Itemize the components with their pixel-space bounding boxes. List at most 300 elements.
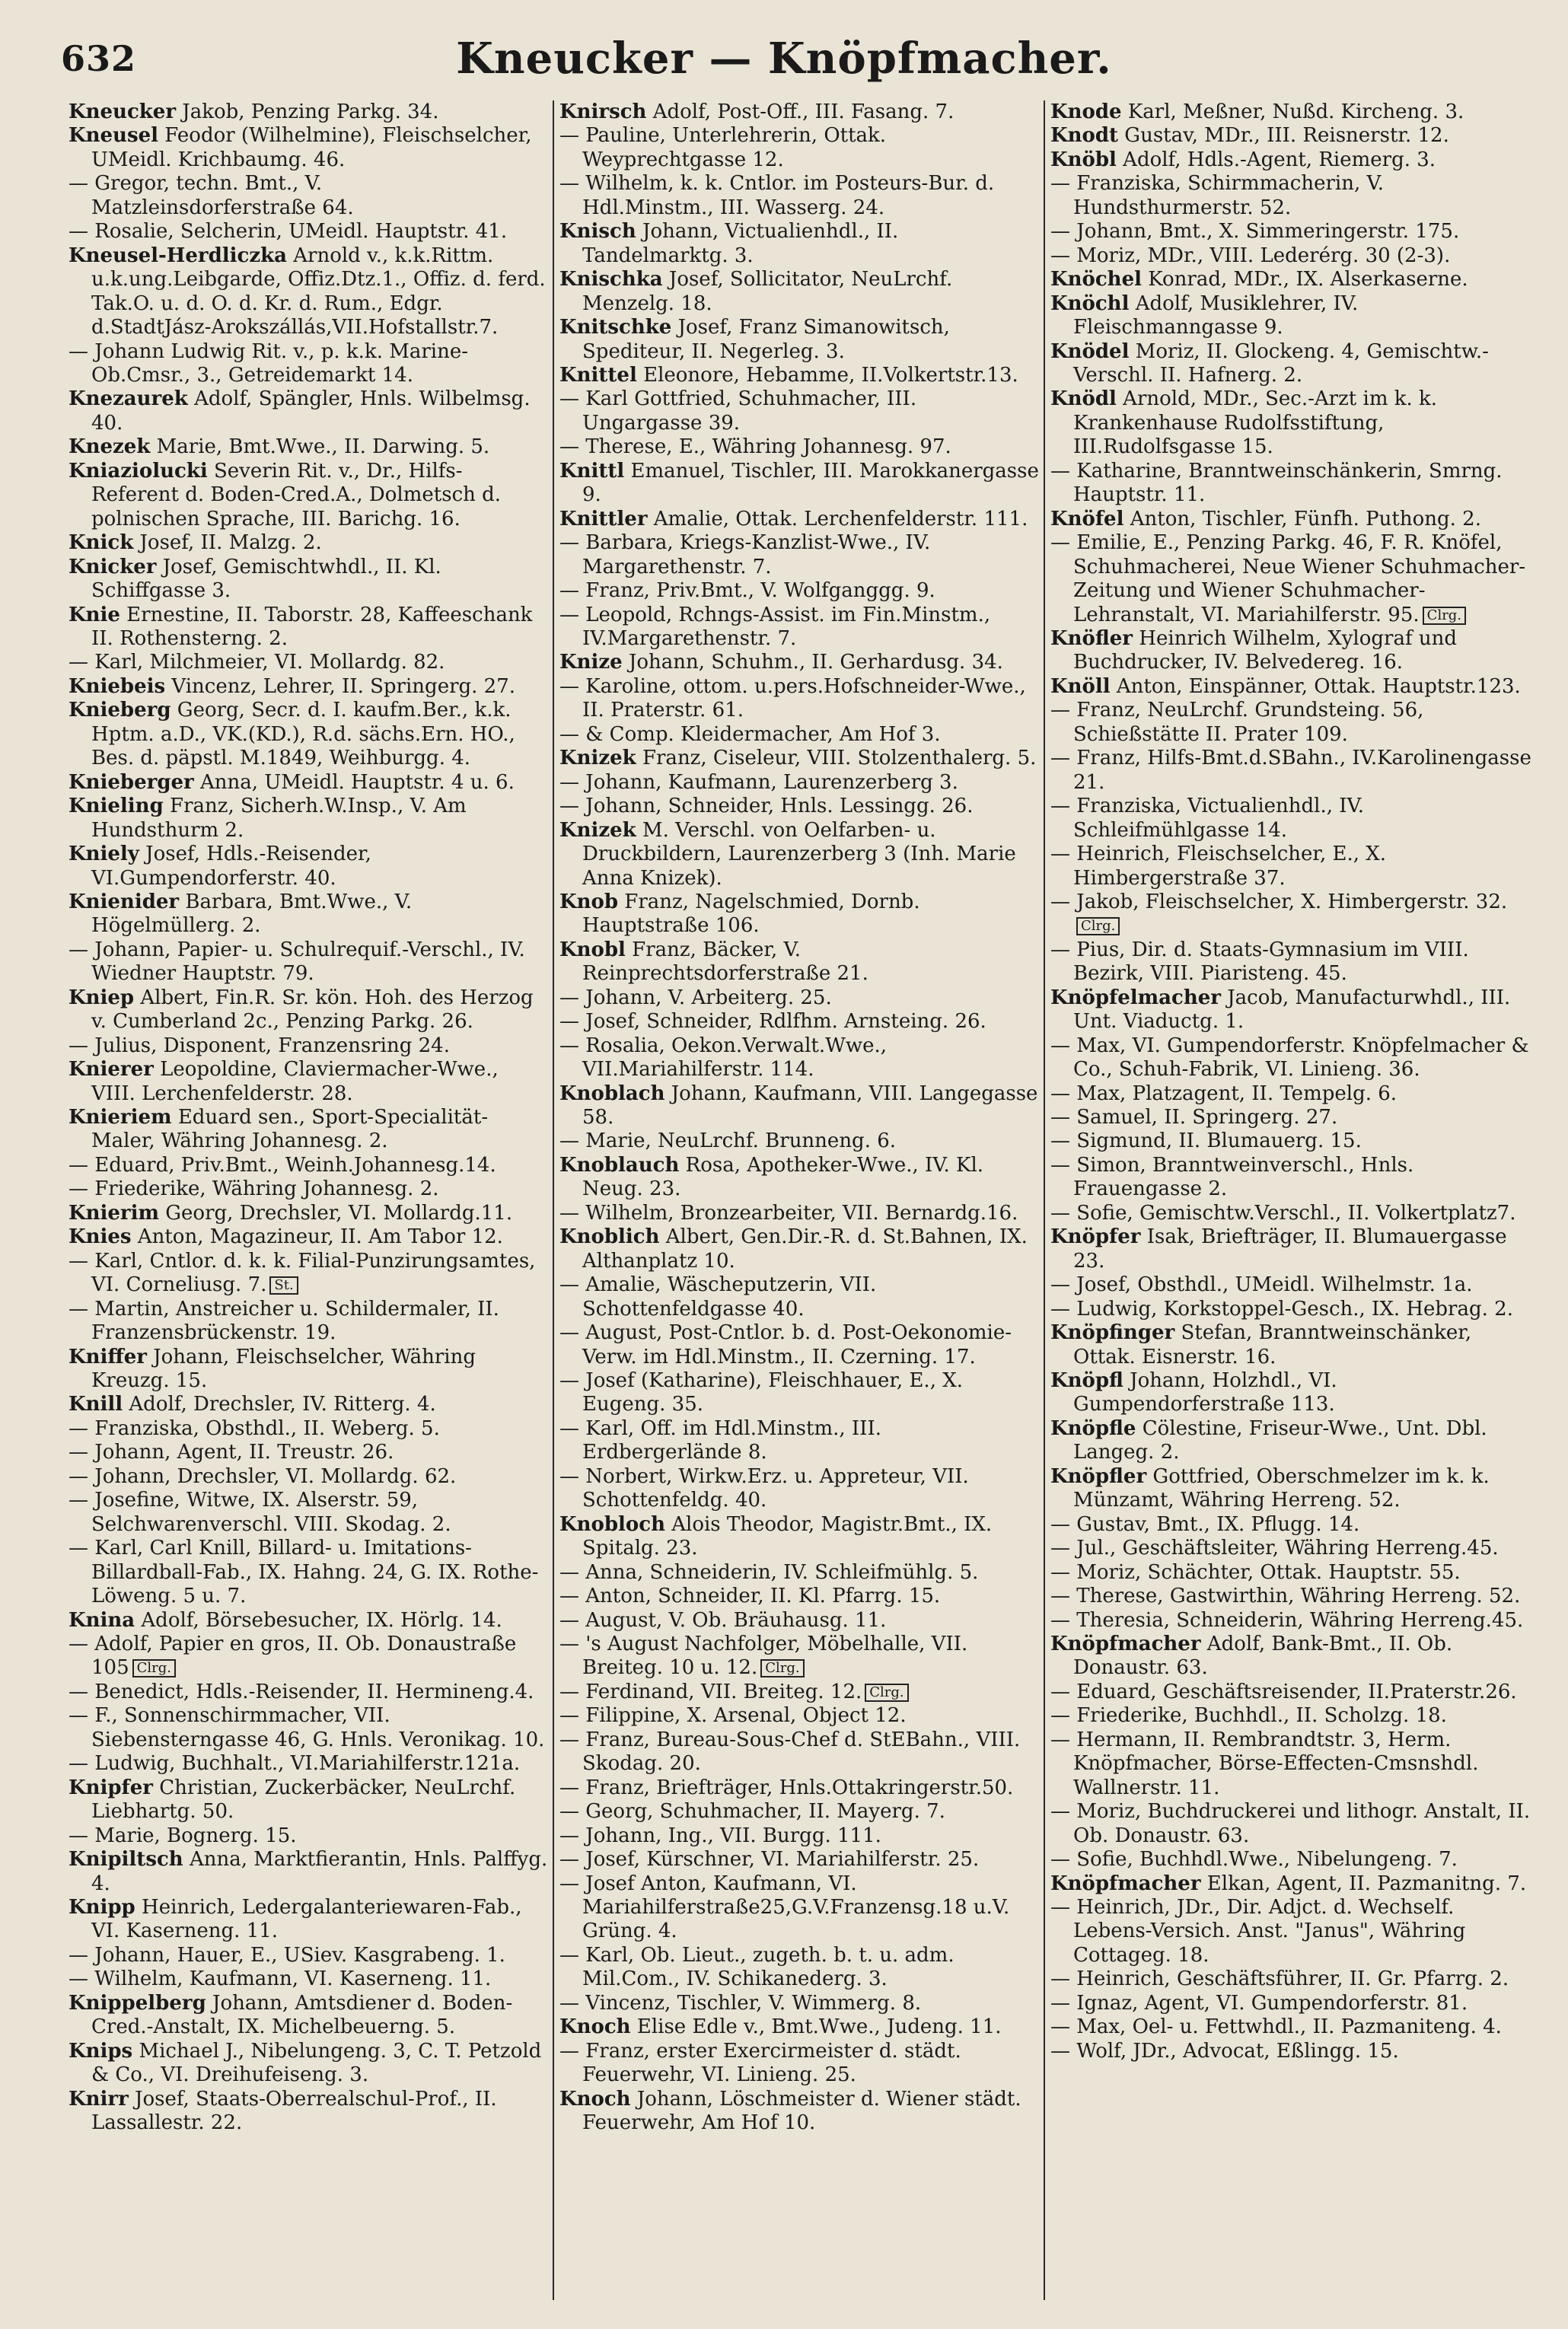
directory-entry	[69, 1177, 548, 1201]
directory-entry	[1050, 1800, 1538, 1848]
directory-entry	[1050, 387, 1538, 459]
directory-entry	[69, 1944, 548, 1967]
entry-surname: Knöchel	[1050, 268, 1142, 292]
directory-entry	[69, 244, 548, 340]
entry-details: — Gustav, Bmt., IX. Pflugg. 14.	[1050, 1512, 1360, 1536]
entry-surname: Knirsch	[559, 100, 647, 123]
directory-entry	[1050, 1225, 1538, 1273]
entry-details: Rosa, Apotheker-Wwe., IV. Kl. Neug. 23.	[582, 1153, 984, 1201]
directory-entry	[559, 364, 1039, 387]
entry-details: Johann, Schuhm., II. Gerhardusg. 34.	[622, 651, 1003, 674]
entry-details: Vincenz, Lehrer, II. Springerg. 27.	[165, 674, 516, 698]
directory-entry	[1050, 1298, 1538, 1321]
column-2	[559, 100, 1039, 2300]
entry-surname: Knoblach	[559, 1082, 665, 1105]
entry-details: — Wilhelm, k. k. Cntlor. im Posteurs-Bur. d. Hdl.Minstm., III. Wasserg. 24.	[559, 172, 995, 219]
entry-details: — Franziska, Schirmmacherin, V. Hundsthurmerstr. 52.	[1050, 172, 1385, 219]
entry-surname: Knoch	[559, 2015, 631, 2039]
directory-entry	[69, 460, 548, 531]
entry-details: Eduard sen., Sport-Specialität-Maler, Währing Johannesg. 2.	[91, 1106, 489, 1153]
entry-details: — Max, VI. Gumpendorferstr. Knöpfelmacher & Co., Schuh-Fabrik, VI. Linieng. 36.	[1050, 1034, 1529, 1082]
directory-entry	[1050, 627, 1538, 675]
entry-surname: Knoblich	[559, 1225, 660, 1249]
directory-entry	[1050, 890, 1538, 938]
entry-details: — Josef (Katharine), Fleischhauer, E., X. Eugeng. 35.	[559, 1369, 964, 1416]
entry-details: Konrad, MDr., IX. Alserkaserne.	[1142, 268, 1468, 292]
entry-details: — Franziska, Obsthdl., II. Weberg. 5.	[69, 1416, 440, 1440]
entry-details: — Ignaz, Agent, VI. Gumpendorferstr. 81.	[1050, 1991, 1468, 2015]
entry-details: — Franz, NeuLrchf. Grundsteing. 56, Schießstätte II. Prater 109.	[1050, 699, 1424, 746]
entry-details: — Rosalie, Selcherin, UMeidl. Hauptstr. 41.	[69, 220, 508, 244]
entry-details: — Franz, Priv.Bmt., V. Wolfganggg. 9.	[559, 579, 935, 603]
entry-details: — Filippine, X. Arsenal, Object 12.	[559, 1704, 907, 1728]
entry-details: — & Comp. Kleidermacher, Am Hof 3.	[559, 722, 941, 746]
directory-entry	[1050, 1872, 1538, 1896]
entry-details: — Josefine, Witwe, IX. Alserstr. 59, Selchwarenverschl. VIII. Skodag. 2.	[69, 1489, 451, 1536]
column-divider	[553, 100, 554, 2300]
directory-entry	[69, 1489, 548, 1537]
directory-entry	[559, 2015, 1039, 2039]
entry-details: Josef, Gemischtwhdl., II. Kl. Schiffgasse 3.	[91, 555, 441, 603]
entry-details: Arnold v., k.k.Rittm. u.k.ung.Leibgarde, Offiz.Dtz.1., Offiz. d. ferd. Tak.O. u. d. O. d. Kr. d. Rum., Edgr. d.StadtJász-Arokszállás,VII.Hofstallstr.7.	[91, 244, 546, 339]
entry-details: — Anna, Schneiderin, IV. Schleifmühlg. 5.	[559, 1560, 979, 1584]
directory-entry	[69, 1896, 548, 1944]
directory-entry	[69, 938, 548, 986]
entry-surname: Knöpfmacher	[1050, 1633, 1201, 1655]
directory-entry	[559, 986, 1039, 1010]
directory-entry	[1050, 1728, 1538, 1800]
entry-details: Moriz, II. Glockeng. 4, Gemischtw.-Verschl. II. Hafnerg. 2.	[1073, 339, 1489, 387]
directory-entry	[559, 1872, 1039, 1944]
entry-details: — Johann Ludwig Rit. v., p. k.k. Marine-Ob.Cmsr., 3., Getreidemarkt 14.	[69, 339, 469, 387]
entry-surname: Knitschke	[559, 316, 672, 339]
directory-entry	[69, 1992, 548, 2040]
directory-entry	[1050, 148, 1538, 172]
entry-details: — Johann, Papier- u. Schulrequif.-Verschl., IV. Wiedner Hauptstr. 79.	[69, 938, 525, 986]
directory-entry	[69, 1633, 548, 1681]
directory-entry	[559, 1154, 1039, 1202]
entry-surname: Knoch	[559, 2087, 631, 2111]
entry-surname: Knöpfle	[1050, 1416, 1136, 1440]
directory-entry	[1050, 1202, 1538, 1225]
directory-entry	[559, 1082, 1039, 1130]
directory-entry	[1050, 1585, 1538, 1608]
directory-entry	[69, 1298, 548, 1346]
entry-surname: Knicker	[69, 555, 157, 578]
directory-entry	[69, 1106, 548, 1154]
directory-entry	[559, 268, 1039, 316]
entry-surname: Kniep	[69, 986, 135, 1009]
entry-details: — Hermann, II. Rembrandtstr. 3, Herm. Knöpfmacher, Börse-Effecten-Cmsnshdl. Wallnerstr. 11.	[1050, 1728, 1479, 1799]
entry-details: Alois Theodor, Magistr.Bmt., IX. Spitalg. 23.	[582, 1512, 993, 1560]
directory-entry	[559, 747, 1039, 770]
entry-details: Amalie, Ottak. Lerchenfelderstr. 111.	[647, 507, 1028, 530]
entry-surname: Knöpfler	[1050, 1464, 1147, 1488]
directory-entry	[1050, 220, 1538, 244]
directory-entry	[1050, 460, 1538, 508]
entry-surname: Knoblauch	[559, 1153, 680, 1177]
directory-entry	[69, 1704, 548, 1752]
directory-entry	[559, 795, 1039, 818]
entry-surname: Knezek	[69, 435, 151, 459]
entry-details: Emanuel, Tischler, III. Marokkanergasse 9.	[582, 459, 1039, 507]
directory-entry	[69, 604, 548, 652]
entry-surname: Knittel	[559, 363, 637, 387]
entry-details: — Pauline, Unterlehrerin, Ottak. Weyprechtgasse 12.	[559, 124, 887, 171]
page-header	[0, 33, 1568, 94]
entry-surname: Knie	[69, 603, 120, 626]
entry-surname: Knippelberg	[69, 1991, 206, 2015]
entry-surname: Kneusel-Herdliczka	[69, 244, 287, 267]
directory-entry	[69, 556, 548, 604]
directory-entry	[69, 651, 548, 674]
entry-surname: Knöpfinger	[1050, 1321, 1175, 1345]
entry-details: — Amalie, Wäscheputzerin, VII. Schottenfeldgasse 40.	[559, 1273, 877, 1321]
entry-surname: Knieberg	[69, 699, 171, 722]
directory-entry	[69, 100, 548, 124]
entry-surname: Knöfel	[1050, 507, 1124, 530]
directory-entry	[1050, 1417, 1538, 1465]
directory-entry	[69, 172, 548, 220]
entry-details: Anna, UMeidl. Hauptstr. 4 u. 6.	[193, 770, 515, 794]
directory-entry	[559, 2088, 1039, 2136]
entry-details: — Georg, Schuhmacher, II. Mayerg. 7.	[559, 1800, 945, 1824]
entry-details: — Johann, Drechsler, VI. Mollardg. 62.	[69, 1464, 457, 1488]
directory-entry	[559, 1010, 1039, 1034]
entry-details: — Karl, Ob. Lieut., zugeth. b. t. u. adm. Mil.Com., IV. Schikanederg. 3.	[559, 1943, 955, 1991]
directory-entry	[1050, 531, 1538, 627]
directory-entry	[69, 675, 548, 699]
entry-details: — Johann, Kaufmann, Laurenzerberg 3.	[559, 770, 958, 794]
directory-entry	[69, 1776, 548, 1824]
entry-surname: Knirr	[69, 2087, 129, 2111]
directory-entry	[559, 508, 1039, 531]
entry-details: Johann, Fleischselcher, Währing Kreuzg. 15.	[91, 1345, 476, 1393]
directory-entry	[1050, 1465, 1538, 1513]
entry-details: Josef, Sollicitator, NeuLrchf. Menzelg. 18.	[582, 268, 953, 315]
entry-surname: Knierim	[69, 1201, 160, 1225]
entry-badge: Clrg.	[1076, 917, 1120, 935]
entry-surname: Knöpfer	[1050, 1225, 1141, 1249]
entry-surname: Knill	[69, 1393, 123, 1416]
entry-details: — Johann, Ing., VII. Burgg. 111.	[559, 1824, 881, 1847]
entry-details: Georg, Secr. d. I. kaufm.Ber., k.k. Hptm. a.D., VK.(KD.), R.d. sächs.Ern. HO., Bes. d. päpstl. M.1849, Weihburgg. 4.	[91, 699, 515, 770]
entry-surname: Knittler	[559, 507, 648, 530]
directory-entry	[1050, 1273, 1538, 1297]
directory-entry	[1050, 1513, 1538, 1537]
entry-details: — August, Post-Cntlor. b. d. Post-Oekonomie-Verw. im Hdl.Minstm., II. Czerning. 17.	[559, 1321, 1012, 1368]
directory-entry	[559, 604, 1039, 652]
entry-details: — 's August Nachfolger, Möbelhalle, VII. Breiteg. 10 u. 12.	[559, 1633, 968, 1680]
entry-details: — Wolf, JDr., Advocat, Eßlingg. 15.	[1050, 2039, 1399, 2063]
entry-details: — Johann, Hauer, E., USiev. Kasgrabeng. 1.	[69, 1943, 505, 1967]
directory-entry	[69, 531, 548, 555]
directory-entry	[559, 771, 1039, 795]
entry-details: — Wilhelm, Kaufmann, VI. Kaserneng. 11.	[69, 1967, 492, 1991]
directory-entry	[559, 1202, 1039, 1225]
directory-entry	[69, 435, 548, 459]
directory-entry	[1050, 1106, 1538, 1129]
entry-surname: Knisch	[559, 220, 636, 244]
entry-badge: Clrg.	[132, 1659, 176, 1677]
entry-surname: Knöbl	[1050, 148, 1117, 171]
entry-badge: Clrg.	[1423, 607, 1466, 625]
entry-details: Michael J., Nibelungeng. 3, C. T. Petzold & Co., VI. Dreihufeiseng. 3.	[91, 2039, 542, 2087]
entry-details: Leopoldine, Claviermacher-Wwe., VIII. Lerchenfelderstr. 28.	[91, 1058, 499, 1105]
directory-entry	[559, 1465, 1039, 1513]
directory-entry	[69, 124, 548, 172]
entry-surname: Knöll	[1050, 674, 1111, 698]
entry-details: Johann, Amtsdiener d. Boden-Cred.-Anstalt, IX. Michelbeuerng. 5.	[91, 1991, 513, 2039]
entry-details: Franz, Nagelschmied, Dornb. Hauptstraße 106.	[582, 890, 920, 938]
directory-entry	[1050, 1967, 1538, 1991]
entry-surname: Knittl	[559, 459, 625, 483]
directory-entry	[559, 435, 1039, 459]
entry-details: M. Verschl. von Oelfarben- u. Druckbildern, Laurenzerberg 3 (Inh. Marie Anna Knizek).	[582, 818, 1016, 890]
entry-details: — Josef, Obsthdl., UMeidl. Wilhelmstr. 1a.	[1050, 1273, 1473, 1297]
directory-entry	[559, 1609, 1039, 1633]
entry-details: — Franz, Hilfs-Bmt.d.SBahn., IV.Karolinengasse 21.	[1050, 747, 1531, 794]
entry-details: Josef, Franz Simanowitsch, Spediteur, II. Negerleg. 3.	[582, 316, 950, 363]
directory-entry	[1050, 1537, 1538, 1560]
directory-entry	[69, 1250, 548, 1298]
entry-details: — Moriz, MDr., VIII. Lederérg. 30 (2-3).	[1050, 244, 1451, 267]
entry-badge: Clrg.	[865, 1684, 908, 1702]
directory-entry	[1050, 986, 1538, 1034]
entry-details: Arnold, MDr., Sec.-Arzt im k. k. Krankenhause Rudolfsstiftung, III.Rudolfsgasse 15.	[1073, 387, 1438, 459]
entry-badge: St.	[269, 1276, 298, 1295]
entry-details: — Therese, Gastwirthin, Währing Herreng. 52.	[1050, 1585, 1521, 1608]
entry-details: Karl, Meßner, Nußd. Kircheng. 3.	[1121, 100, 1464, 123]
entry-details: — Leopold, Rchngs-Assist. im Fin.Minstm., IV.Margarethenstr. 7.	[559, 603, 991, 650]
directory-entry	[559, 1585, 1039, 1608]
directory-entry	[559, 1704, 1039, 1728]
directory-entry	[69, 1417, 548, 1441]
entry-details: Albert, Fin.R. Sr. kön. Hoh. des Herzog v. Cumberland 2c., Penzing Parkg. 26.	[91, 986, 534, 1034]
directory-entry	[559, 1417, 1039, 1465]
directory-entry	[1050, 1992, 1538, 2015]
entry-details: — Katharine, Branntweinschänkerin, Smrng. Hauptstr. 11.	[1050, 459, 1503, 507]
directory-entry	[1050, 1896, 1538, 1967]
column-3	[1050, 100, 1538, 2300]
column-divider	[1044, 100, 1045, 2300]
entry-details: — Friederike, Buchhdl., II. Scholzg. 18.	[1050, 1704, 1447, 1728]
entry-surname: Knieberger	[69, 770, 194, 794]
directory-entry	[1050, 340, 1538, 388]
entry-details: Elkan, Agent, II. Pazmanitng. 7.	[1200, 1872, 1527, 1895]
directory-entry	[69, 699, 548, 770]
entry-surname: Knödel	[1050, 339, 1130, 363]
entry-details: — Sigmund, II. Blumauerg. 15.	[1050, 1129, 1362, 1153]
entry-surname: Kneucker	[69, 100, 177, 123]
directory-entry	[69, 1848, 548, 1896]
entry-details: Isak, Briefträger, II. Blumauergasse 23.	[1073, 1225, 1507, 1273]
directory-entry	[1050, 1154, 1538, 1202]
directory-entry	[559, 1944, 1039, 1992]
directory-entry	[1050, 244, 1538, 268]
entry-details: — Jakob, Fleischselcher, X. Himbergerstr. 32.	[1050, 890, 1508, 913]
directory-entry	[69, 1752, 548, 1776]
entry-details: Cölestine, Friseur-Wwe., Unt. Dbl. Langeg. 2.	[1073, 1416, 1487, 1464]
directory-entry	[1050, 1369, 1538, 1417]
entry-details: — Johann, V. Arbeiterg. 25.	[559, 986, 832, 1009]
column-1	[69, 100, 548, 2300]
directory-entry	[559, 1776, 1039, 1800]
entry-details: — Anton, Schneider, II. Kl. Pfarrg. 15.	[559, 1585, 941, 1608]
entry-details: Marie, Bmt.Wwe., II. Darwing. 5.	[150, 435, 490, 459]
entry-surname: Kniely	[69, 843, 139, 866]
directory-entry	[559, 172, 1039, 220]
entry-details: — Theresia, Schneiderin, Währing Herreng.45.	[1050, 1608, 1524, 1632]
entry-surname: Knizek	[559, 747, 636, 770]
entry-details: Josef, Staats-Oberrealschul-Prof., II. Lassallestr. 22.	[91, 2087, 497, 2135]
entry-details: — Karoline, ottom. u.pers.Hofschneider-Wwe., II. Praterstr. 61.	[559, 674, 1026, 722]
entry-details: — Max, Oel- u. Fettwhdl., II. Pazmaniteng. 4.	[1050, 2015, 1502, 2039]
entry-surname: Knöpfl	[1050, 1369, 1123, 1393]
entry-details: Anna, Marktfierantin, Hnls. Palffyg. 4.	[91, 1848, 548, 1895]
entry-surname: Knöchl	[1050, 292, 1130, 315]
entry-surname: Knobloch	[559, 1512, 665, 1536]
directory-entry	[1050, 508, 1538, 531]
directory-entry	[69, 1346, 548, 1394]
entry-details: — Heinrich, Fleischselcher, E., X. Himbergerstraße 37.	[1050, 843, 1387, 890]
entry-surname: Kniffer	[69, 1345, 147, 1368]
entry-details: — Wilhelm, Bronzearbeiter, VII. Bernardg.16.	[559, 1201, 1018, 1225]
directory-entry	[69, 1609, 548, 1633]
entry-details: — Karl, Cntlor. d. k. k. Filial-Punzirungsamtes, VI. Corneliusg. 7.	[69, 1249, 536, 1297]
entry-details: — August, V. Ob. Bräuhausg. 11.	[559, 1608, 887, 1632]
entry-details: — Josef, Kürschner, VI. Mariahilferstr. 25.	[559, 1848, 980, 1872]
directory-entry	[559, 2040, 1039, 2088]
entry-details: — Karl, Milchmeier, VI. Mollardg. 82.	[69, 651, 445, 674]
entry-surname: Knödl	[1050, 387, 1117, 411]
directory-entry	[559, 1561, 1039, 1585]
entry-details: Stefan, Branntweinschänker, Ottak. Eisnerstr. 16.	[1073, 1321, 1472, 1368]
entry-surname: Knieling	[69, 795, 164, 818]
entry-details: — Norbert, Wirkw.Erz. u. Appreteur, VII. Schottenfeldg. 40.	[559, 1464, 969, 1512]
directory-entry	[1050, 843, 1538, 890]
entry-details: — Johann, Agent, II. Treustr. 26.	[69, 1441, 394, 1464]
entry-details: Franz, Ciseleur, VIII. Stolzenthalerg. 5.	[636, 747, 1037, 770]
entry-details: — Eduard, Priv.Bmt., Weinh.Johannesg.14.	[69, 1153, 496, 1177]
directory-entry	[1050, 172, 1538, 220]
directory-entry	[69, 2040, 548, 2088]
directory-entry	[1050, 1129, 1538, 1153]
directory-entry	[559, 1800, 1039, 1824]
page-number: 632	[61, 38, 137, 79]
directory-entry	[559, 531, 1039, 579]
entry-details: Barbara, Bmt.Wwe., V. Högelmüllerg. 2.	[91, 890, 413, 938]
entry-surname: Knodt	[1050, 124, 1119, 148]
entry-surname: Kneusel	[69, 124, 159, 148]
directory-entry	[559, 1369, 1039, 1417]
entry-surname: Knipp	[69, 1895, 135, 1919]
entry-details: — Simon, Branntweinverschl., Hnls. Frauengasse 2.	[1050, 1153, 1414, 1201]
directory-entry	[559, 651, 1039, 674]
directory-entry	[69, 1225, 548, 1249]
entry-details: — Emilie, E., Penzing Parkg. 46, F. R. Knöfel, Schuhmacherei, Neue Wiener Schuhmacher-Zeitung und Wiener Schuhmacher-Lehranstalt, VI. Mariahilferstr. 95.	[1050, 531, 1526, 626]
directory-entry	[69, 1441, 548, 1464]
entry-details: — Barbara, Kriegs-Kanzlist-Wwe., IV. Margarethenstr. 7.	[559, 531, 931, 578]
entry-surname: Knieriem	[69, 1106, 172, 1129]
entry-details: — Ludwig, Buchhalt., VI.Mariahilferstr.121a.	[69, 1752, 521, 1776]
directory-entry	[559, 1225, 1039, 1273]
entry-details: — Karl, Off. im Hdl.Minstm., III. Erdbergerlände 8.	[559, 1416, 881, 1464]
directory-entry	[559, 100, 1039, 124]
entry-surname: Knipiltsch	[69, 1848, 183, 1872]
directory-entry	[1050, 292, 1538, 340]
directory-entry	[559, 316, 1039, 364]
entry-details: — Martin, Anstreicher u. Schildermaler, II. Franzensbrückenstr. 19.	[69, 1297, 499, 1345]
entry-details: Gustav, MDr., III. Reisnerstr. 12.	[1118, 124, 1449, 148]
entry-details: — F., Sonnenschirmmacher, VII. Siebensterngasse 46, G. Hnls. Veronikag. 10.	[69, 1704, 545, 1751]
directory-entry	[559, 1633, 1039, 1681]
entry-surname: Knob	[559, 890, 619, 913]
directory-entry	[559, 1992, 1039, 2015]
directory-entry	[1050, 795, 1538, 843]
entry-details: — Josef Anton, Kaufmann, VI. Mariahilferstraße25,G.V.Franzensg.18 u.V. Grüng. 4.	[559, 1872, 1010, 1943]
entry-surname: Knizek	[559, 818, 636, 842]
entry-details: Adolf, Post-Off., III. Fasang. 7.	[646, 100, 955, 123]
entry-surname: Knienider	[69, 890, 180, 913]
entry-details: Jakob, Penzing Parkg. 34.	[176, 100, 439, 123]
entry-details: — Marie, NeuLrchf. Brunneng. 6.	[559, 1129, 897, 1153]
entry-surname: Knina	[69, 1608, 135, 1632]
entry-details: — Jul., Geschäftsleiter, Währing Herreng.45.	[1050, 1537, 1499, 1560]
entry-details: Johann, Victualienhdl., II. Tandelmarktg. 3.	[582, 220, 899, 267]
entry-details: — Benedict, Hdls.-Reisender, II. Hermineng.4.	[69, 1680, 534, 1703]
directory-entry	[69, 387, 548, 435]
entry-details: Eleonore, Hebamme, II.Volkertstr.13.	[636, 363, 1018, 387]
entry-surname: Knies	[69, 1225, 132, 1249]
directory-entry	[1050, 699, 1538, 747]
entry-details: — Pius, Dir. d. Staats-Gymnasium im VIII. Bezirk, VIII. Piaristeng. 45.	[1050, 938, 1469, 986]
entry-details: Severin Rit. v., Dr., Hilfs-Referent d. Boden-Cred.A., Dolmetsch d. polnischen Sprache, III. Barichg. 16.	[91, 459, 502, 530]
entry-details: — Friederike, Währing Johannesg. 2.	[69, 1177, 439, 1201]
entry-details: Heinrich, Ledergalanteriewaren-Fab., VI. Kaserneng. 11.	[91, 1895, 522, 1943]
entry-details: Jacob, Manufacturwhdl., III. Unt. Viaductg. 1.	[1073, 986, 1511, 1034]
directory-entry	[69, 1154, 548, 1177]
entry-surname: Knöpfelmacher	[1050, 986, 1221, 1009]
entry-details: Franz, Sicherh.W.Insp., V. Am Hundsthurm 2.	[91, 795, 467, 842]
entry-details: — Franz, Bureau-Sous-Chef d. StEBahn., VIII. Skodag. 20.	[559, 1728, 1021, 1776]
directory-entry	[69, 1681, 548, 1704]
directory-entry	[559, 579, 1039, 603]
entry-details: Josef, II. Malzg. 2.	[133, 531, 322, 555]
entry-details: Josef, Hdls.-Reisender, VI.Gumpendorferstr. 40.	[91, 843, 371, 890]
directory-entry	[69, 1058, 548, 1106]
directory-entry	[559, 1034, 1039, 1082]
directory-entry	[1050, 938, 1538, 986]
directory-entry	[1050, 2015, 1538, 2039]
directory-entry	[1050, 1561, 1538, 1585]
entry-details: — Heinrich, JDr., Dir. Adjct. d. Wechself. Lebens-Versich. Anst. "Janus", Währing Cottageg. 18.	[1050, 1895, 1466, 1967]
entry-surname: Knobl	[559, 938, 626, 961]
entry-details: Adolf, Drechsler, IV. Ritterg. 4.	[123, 1393, 436, 1416]
entry-details: — Franz, Briefträger, Hnls.Ottakringerstr.50.	[559, 1776, 1014, 1799]
entry-details: — Adolf, Papier en gros, II. Ob. Donaustraße 105	[69, 1633, 517, 1680]
directory-entry	[69, 2088, 548, 2136]
directory-entry	[559, 1848, 1039, 1872]
entry-badge: Clrg.	[760, 1659, 804, 1677]
directory-entry	[559, 124, 1039, 172]
directory-entry	[69, 220, 548, 244]
entry-surname: Knischka	[559, 268, 663, 292]
entry-details: Adolf, Hdls.-Agent, Riemerg. 3.	[1116, 148, 1436, 171]
entry-details: Adolf, Börsebesucher, IX. Hörlg. 14.	[135, 1608, 502, 1632]
entry-details: Elise Edle v., Bmt.Wwe., Judeng. 11.	[630, 2015, 1002, 2039]
entry-details: Johann, Löschmeister d. Wiener städt. Feuerwehr, Am Hof 10.	[582, 2087, 1021, 2135]
